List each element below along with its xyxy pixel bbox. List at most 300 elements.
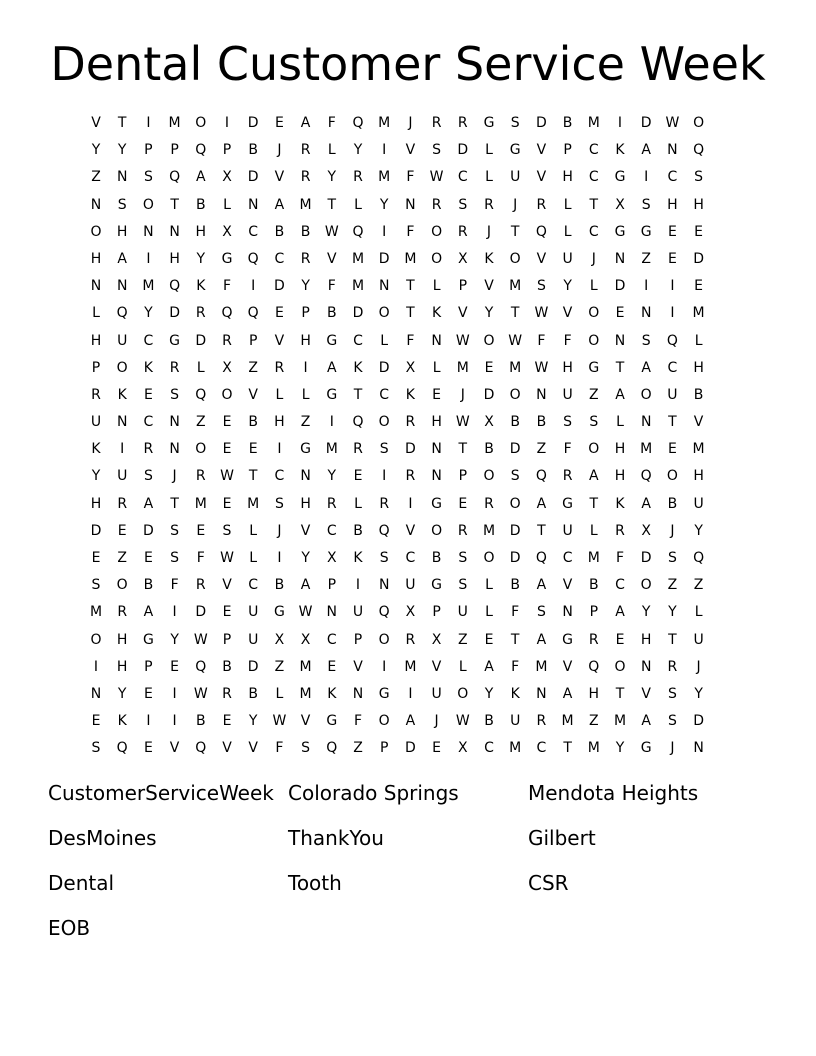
grid-letter: E — [143, 386, 153, 403]
grid-letter: F — [511, 604, 520, 621]
grid-letter: T — [510, 631, 520, 648]
grid-letter: I — [670, 278, 675, 295]
grid-letter: Y — [694, 522, 703, 539]
grid-letter: P — [222, 142, 232, 159]
grid-letter: M — [351, 250, 365, 267]
grid-letter: G — [169, 332, 181, 349]
grid-letter: B — [195, 713, 206, 730]
grid-letter: X — [405, 359, 416, 376]
grid-letter: W — [665, 115, 680, 131]
grid-letter: Z — [248, 359, 258, 376]
grid-letter: B — [300, 223, 311, 240]
grid-letter: Y — [144, 305, 153, 322]
grid-letter: F — [563, 332, 572, 349]
grid-letter: R — [536, 713, 547, 730]
grid-letter: W — [272, 713, 287, 730]
grid-letter: B — [484, 441, 494, 458]
grid-letter: Q — [116, 305, 128, 322]
grid-letter: L — [92, 305, 100, 322]
grid-letter: V — [484, 278, 494, 295]
grid-letter: P — [379, 740, 389, 757]
grid-letter: E — [353, 468, 363, 485]
grid-letter: B — [588, 577, 599, 594]
grid-letter: F — [406, 169, 415, 186]
grid-letter: I — [224, 115, 230, 131]
grid-letter: L — [354, 495, 362, 512]
grid-letter: H — [588, 685, 600, 702]
grid-letter: H — [169, 250, 180, 267]
grid-letter: S — [170, 550, 180, 566]
grid-letter: J — [696, 658, 701, 675]
word-list-item: CustomerServiceWeek — [48, 781, 274, 805]
word-list-item: DesMoines — [48, 826, 157, 850]
grid-letter: G — [562, 631, 574, 648]
word-list-item: EOB — [48, 916, 91, 940]
grid-letter: H — [274, 414, 285, 431]
grid-letter: N — [536, 386, 547, 403]
grid-letter: E — [222, 713, 232, 730]
grid-letter: V — [274, 332, 285, 349]
grid-letter: L — [249, 550, 258, 566]
grid-letter: J — [670, 522, 675, 539]
grid-letter: Y — [301, 278, 310, 295]
grid-letter: N — [143, 223, 154, 240]
grid-letter: N — [431, 441, 442, 458]
grid-letter: H — [116, 631, 128, 648]
grid-letter: G — [509, 142, 521, 159]
grid-letter: N — [326, 604, 338, 621]
grid-letter: F — [327, 278, 336, 295]
grid-letter: V — [300, 713, 311, 730]
grid-letter: X — [222, 359, 232, 376]
grid-letter: D — [405, 740, 416, 757]
grid-letter: V — [536, 142, 547, 159]
grid-letter: Q — [352, 223, 364, 240]
grid-letter: M — [194, 495, 207, 512]
grid-letter: P — [458, 278, 468, 295]
grid-letter: O — [509, 250, 521, 267]
grid-letter: V — [300, 522, 311, 539]
grid-letter: D — [536, 115, 547, 131]
grid-letter: S — [274, 495, 284, 512]
grid-letter: F — [353, 713, 363, 730]
grid-letter: L — [485, 604, 493, 621]
grid-letter: G — [640, 223, 652, 240]
grid-letter: Y — [327, 468, 337, 485]
grid-letter: S — [536, 604, 546, 621]
grid-letter: L — [589, 278, 598, 295]
grid-letter: K — [353, 550, 363, 566]
grid-letter: U — [248, 604, 259, 621]
grid-letter: R — [300, 250, 311, 267]
grid-letter: S — [667, 685, 677, 702]
grid-letter: A — [589, 468, 599, 485]
grid-letter: C — [248, 577, 259, 594]
grid-letter: F — [563, 441, 572, 458]
grid-letter: E — [615, 305, 625, 322]
grid-letter: X — [405, 604, 416, 621]
grid-letter: L — [327, 142, 336, 159]
grid-letter: H — [640, 631, 652, 648]
grid-letter: E — [117, 522, 127, 539]
grid-letter: C — [536, 740, 547, 757]
grid-letter: N — [352, 685, 364, 702]
grid-letter: E — [222, 441, 232, 458]
grid-letter: P — [563, 142, 572, 159]
grid-letter: C — [143, 414, 154, 431]
grid-letter: G — [300, 441, 312, 458]
grid-letter: N — [169, 223, 180, 240]
grid-letter: V — [222, 577, 232, 594]
grid-letter: K — [510, 685, 520, 702]
grid-letter: A — [300, 577, 311, 594]
grid-letter: G — [326, 332, 338, 349]
grid-letter: D — [274, 278, 285, 295]
grid-letter: I — [670, 305, 675, 322]
grid-letter: B — [274, 577, 285, 594]
grid-letter: I — [93, 658, 99, 675]
grid-letter: O — [640, 577, 652, 594]
grid-letter: Q — [247, 250, 259, 267]
grid-letter: R — [300, 142, 311, 159]
grid-letter: Q — [326, 740, 338, 757]
grid-letter: U — [431, 685, 442, 702]
grid-letter: U — [117, 468, 128, 485]
grid-letter: Q — [221, 305, 233, 322]
grid-letter: R — [143, 441, 154, 458]
grid-letter: S — [694, 169, 704, 186]
grid-letter: I — [303, 359, 308, 376]
grid-letter: N — [378, 577, 390, 594]
grid-letter: D — [143, 522, 154, 539]
grid-letter: B — [248, 414, 258, 431]
grid-letter: P — [144, 658, 153, 675]
grid-letter: F — [615, 550, 625, 566]
grid-letter: X — [274, 631, 285, 648]
grid-letter: Q — [588, 658, 600, 675]
grid-letter: M — [247, 495, 260, 512]
grid-letter: A — [143, 495, 154, 512]
grid-letter: J — [486, 223, 492, 240]
grid-letter: K — [353, 359, 363, 376]
grid-letter: R — [484, 196, 494, 213]
grid-letter: L — [223, 196, 231, 213]
grid-letter: X — [458, 740, 468, 757]
grid-letter: O — [221, 386, 233, 403]
grid-letter: I — [382, 223, 387, 240]
grid-letter: E — [432, 740, 442, 757]
grid-letter: X — [458, 250, 468, 267]
grid-letter: G — [273, 604, 285, 621]
grid-letter: W — [429, 169, 444, 186]
grid-letter: I — [644, 278, 649, 295]
grid-letter: W — [220, 468, 234, 485]
grid-letter: Z — [353, 740, 363, 757]
grid-letter: O — [509, 495, 521, 512]
grid-letter: O — [431, 250, 443, 267]
grid-letter: P — [248, 332, 258, 349]
grid-letter: M — [482, 522, 496, 539]
grid-letter: K — [432, 305, 442, 322]
grid-letter: T — [353, 386, 363, 403]
grid-letter: F — [170, 577, 179, 594]
grid-letter: O — [457, 685, 469, 702]
grid-letter: L — [616, 414, 624, 431]
grid-letter: S — [170, 522, 180, 539]
grid-letter: Q — [195, 658, 207, 675]
grid-letter: G — [326, 713, 338, 730]
grid-letter: Y — [91, 468, 101, 485]
grid-letter: V — [91, 115, 101, 131]
grid-letter: M — [168, 115, 181, 131]
grid-letter: A — [641, 359, 651, 376]
grid-letter: E — [91, 713, 101, 730]
grid-letter: N — [405, 196, 416, 213]
grid-letter: T — [510, 223, 520, 240]
grid-letter: U — [457, 604, 468, 621]
grid-letter: Q — [693, 142, 705, 159]
grid-letter: R — [195, 468, 206, 485]
grid-letter: I — [146, 713, 151, 730]
grid-letter: G — [378, 685, 390, 702]
grid-letter: U — [562, 250, 573, 267]
grid-letter: B — [484, 713, 494, 730]
grid-letter: B — [326, 305, 337, 322]
grid-letter: L — [196, 359, 205, 376]
grid-letter: A — [641, 713, 651, 730]
grid-letter: J — [277, 522, 282, 539]
grid-letter: E — [143, 550, 153, 566]
grid-letter: N — [116, 414, 128, 431]
grid-letter: C — [143, 332, 154, 349]
grid-letter: E — [615, 631, 625, 648]
grid-letter: T — [170, 196, 179, 213]
grid-letter: U — [562, 386, 573, 403]
grid-letter: Z — [589, 713, 599, 730]
grid-letter: V — [405, 142, 416, 159]
grid-letter: N — [300, 468, 311, 485]
grid-letter: L — [432, 278, 441, 295]
grid-letter: G — [483, 115, 495, 131]
grid-letter: I — [277, 550, 282, 566]
grid-letter: B — [195, 196, 206, 213]
grid-letter: M — [142, 278, 155, 295]
grid-letter: K — [117, 713, 127, 730]
grid-letter: R — [195, 305, 206, 322]
grid-letter: F — [327, 115, 336, 131]
grid-letter: T — [458, 441, 468, 458]
grid-letter: T — [668, 631, 677, 648]
grid-letter: E — [196, 522, 206, 539]
grid-letter: S — [667, 550, 677, 566]
grid-letter: D — [378, 250, 390, 267]
grid-letter: G — [431, 577, 443, 594]
grid-letter: M — [692, 305, 705, 322]
grid-letter: B — [274, 223, 285, 240]
grid-letter: V — [431, 658, 442, 675]
grid-letter: U — [510, 169, 521, 186]
grid-letter: Q — [169, 278, 181, 295]
grid-letter: E — [274, 115, 284, 131]
grid-letter: I — [172, 604, 177, 621]
grid-letter: B — [248, 685, 258, 702]
grid-letter: O — [588, 305, 600, 322]
grid-letter: R — [405, 414, 416, 431]
grid-letter: W — [220, 550, 234, 566]
grid-letter: U — [693, 495, 704, 512]
grid-letter: B — [353, 522, 363, 539]
grid-letter: C — [615, 577, 625, 594]
grid-letter: Z — [274, 658, 285, 675]
grid-letter: S — [563, 414, 573, 431]
grid-letter: A — [536, 495, 547, 512]
grid-letter: L — [694, 332, 703, 349]
grid-letter: O — [640, 386, 652, 403]
grid-letter: K — [91, 441, 101, 458]
grid-letter: O — [195, 441, 207, 458]
grid-letter: D — [614, 278, 626, 295]
grid-letter: A — [641, 495, 651, 512]
grid-letter: N — [640, 658, 652, 675]
grid-letter: V — [274, 169, 285, 186]
grid-letter: A — [536, 577, 547, 594]
grid-letter: O — [142, 196, 154, 213]
grid-letter: H — [300, 495, 311, 512]
grid-letter: N — [169, 414, 180, 431]
grid-letter: M — [509, 278, 522, 295]
grid-letter: X — [300, 631, 311, 648]
grid-letter: S — [379, 441, 389, 458]
grid-letter: N — [378, 278, 390, 295]
grid-letter: C — [379, 386, 390, 403]
grid-letter: L — [694, 604, 703, 621]
grid-letter: T — [170, 495, 179, 512]
grid-letter: K — [327, 685, 337, 702]
grid-letter: B — [248, 142, 258, 159]
grid-letter: S — [117, 196, 127, 213]
grid-letter: E — [222, 414, 232, 431]
grid-letter: N — [247, 196, 259, 213]
grid-letter: S — [170, 386, 180, 403]
grid-letter: E — [694, 278, 704, 295]
grid-letter: M — [640, 441, 653, 458]
grid-letter: X — [222, 169, 232, 186]
grid-letter: Y — [694, 685, 703, 702]
grid-letter: S — [91, 577, 101, 594]
grid-letter: J — [591, 250, 596, 267]
grid-letter: G — [221, 250, 233, 267]
grid-letter: E — [222, 495, 232, 512]
grid-letter: R — [195, 577, 206, 594]
grid-letter: A — [405, 713, 416, 730]
grid-letter: D — [378, 359, 390, 376]
word-list-item: Colorado Springs — [288, 781, 459, 805]
grid-letter: O — [509, 386, 521, 403]
grid-letter: S — [510, 115, 520, 131]
word-list-item: Mendota Heights — [528, 781, 699, 805]
grid-letter: M — [299, 658, 312, 675]
grid-letter: E — [327, 658, 337, 675]
grid-letter: V — [405, 522, 416, 539]
grid-letter: V — [248, 386, 258, 403]
grid-letter: I — [644, 169, 649, 186]
grid-letter: B — [143, 577, 154, 594]
grid-letter: T — [589, 495, 599, 512]
grid-letter: R — [91, 386, 101, 403]
grid-letter: E — [667, 441, 677, 458]
grid-letter: R — [300, 169, 311, 186]
grid-letter: D — [352, 305, 364, 322]
grid-letter: P — [458, 468, 468, 485]
grid-letter: M — [456, 359, 469, 376]
grid-letter: R — [484, 495, 494, 512]
grid-letter: B — [667, 495, 678, 512]
grid-letter: M — [299, 196, 312, 213]
grid-letter: G — [562, 495, 574, 512]
grid-letter: I — [172, 713, 177, 730]
grid-letter: Z — [536, 441, 547, 458]
grid-letter: I — [146, 115, 151, 131]
grid-letter: I — [617, 115, 623, 131]
grid-letter: V — [562, 577, 573, 594]
grid-letter: V — [169, 740, 180, 757]
grid-letter: V — [562, 658, 573, 675]
grid-letter: O — [693, 115, 705, 131]
grid-letter: I — [120, 441, 125, 458]
grid-letter: R — [379, 495, 390, 512]
grid-letter: M — [561, 713, 574, 730]
grid-letter: L — [563, 223, 572, 240]
grid-letter: N — [90, 196, 102, 213]
grid-letter: B — [431, 550, 442, 566]
grid-letter: Y — [301, 550, 310, 566]
grid-letter: R — [326, 495, 337, 512]
grid-letter: F — [275, 740, 284, 757]
grid-letter: D — [169, 305, 180, 322]
grid-letter: D — [509, 522, 521, 539]
grid-letter: U — [90, 414, 102, 431]
grid-letter: D — [509, 550, 521, 566]
grid-letter: Q — [666, 332, 678, 349]
grid-letter: Q — [352, 115, 364, 131]
grid-letter: U — [405, 577, 416, 594]
grid-letter: Z — [458, 631, 468, 648]
grid-letter: T — [589, 196, 599, 213]
grid-letter: R — [431, 196, 442, 213]
grid-letter: P — [432, 604, 441, 621]
grid-letter: N — [90, 685, 102, 702]
grid-letter: Y — [117, 142, 127, 159]
grid-letter: S — [589, 414, 599, 431]
grid-letter: J — [277, 142, 282, 159]
grid-letter: X — [615, 196, 625, 213]
grid-letter: H — [614, 468, 626, 485]
grid-letter: Q — [195, 740, 207, 757]
grid-letter: H — [90, 495, 102, 512]
grid-letter: L — [432, 359, 441, 376]
grid-letter: E — [143, 740, 153, 757]
grid-letter: V — [353, 658, 363, 675]
grid-letter: Y — [170, 631, 179, 648]
grid-letter: W — [298, 604, 313, 621]
grid-letter: T — [248, 468, 258, 485]
grid-letter: H — [562, 359, 573, 376]
grid-letter: H — [431, 414, 442, 431]
grid-letter: K — [615, 495, 625, 512]
grid-letter: Z — [196, 414, 206, 431]
grid-letter: O — [431, 223, 443, 240]
grid-letter: L — [485, 142, 493, 159]
